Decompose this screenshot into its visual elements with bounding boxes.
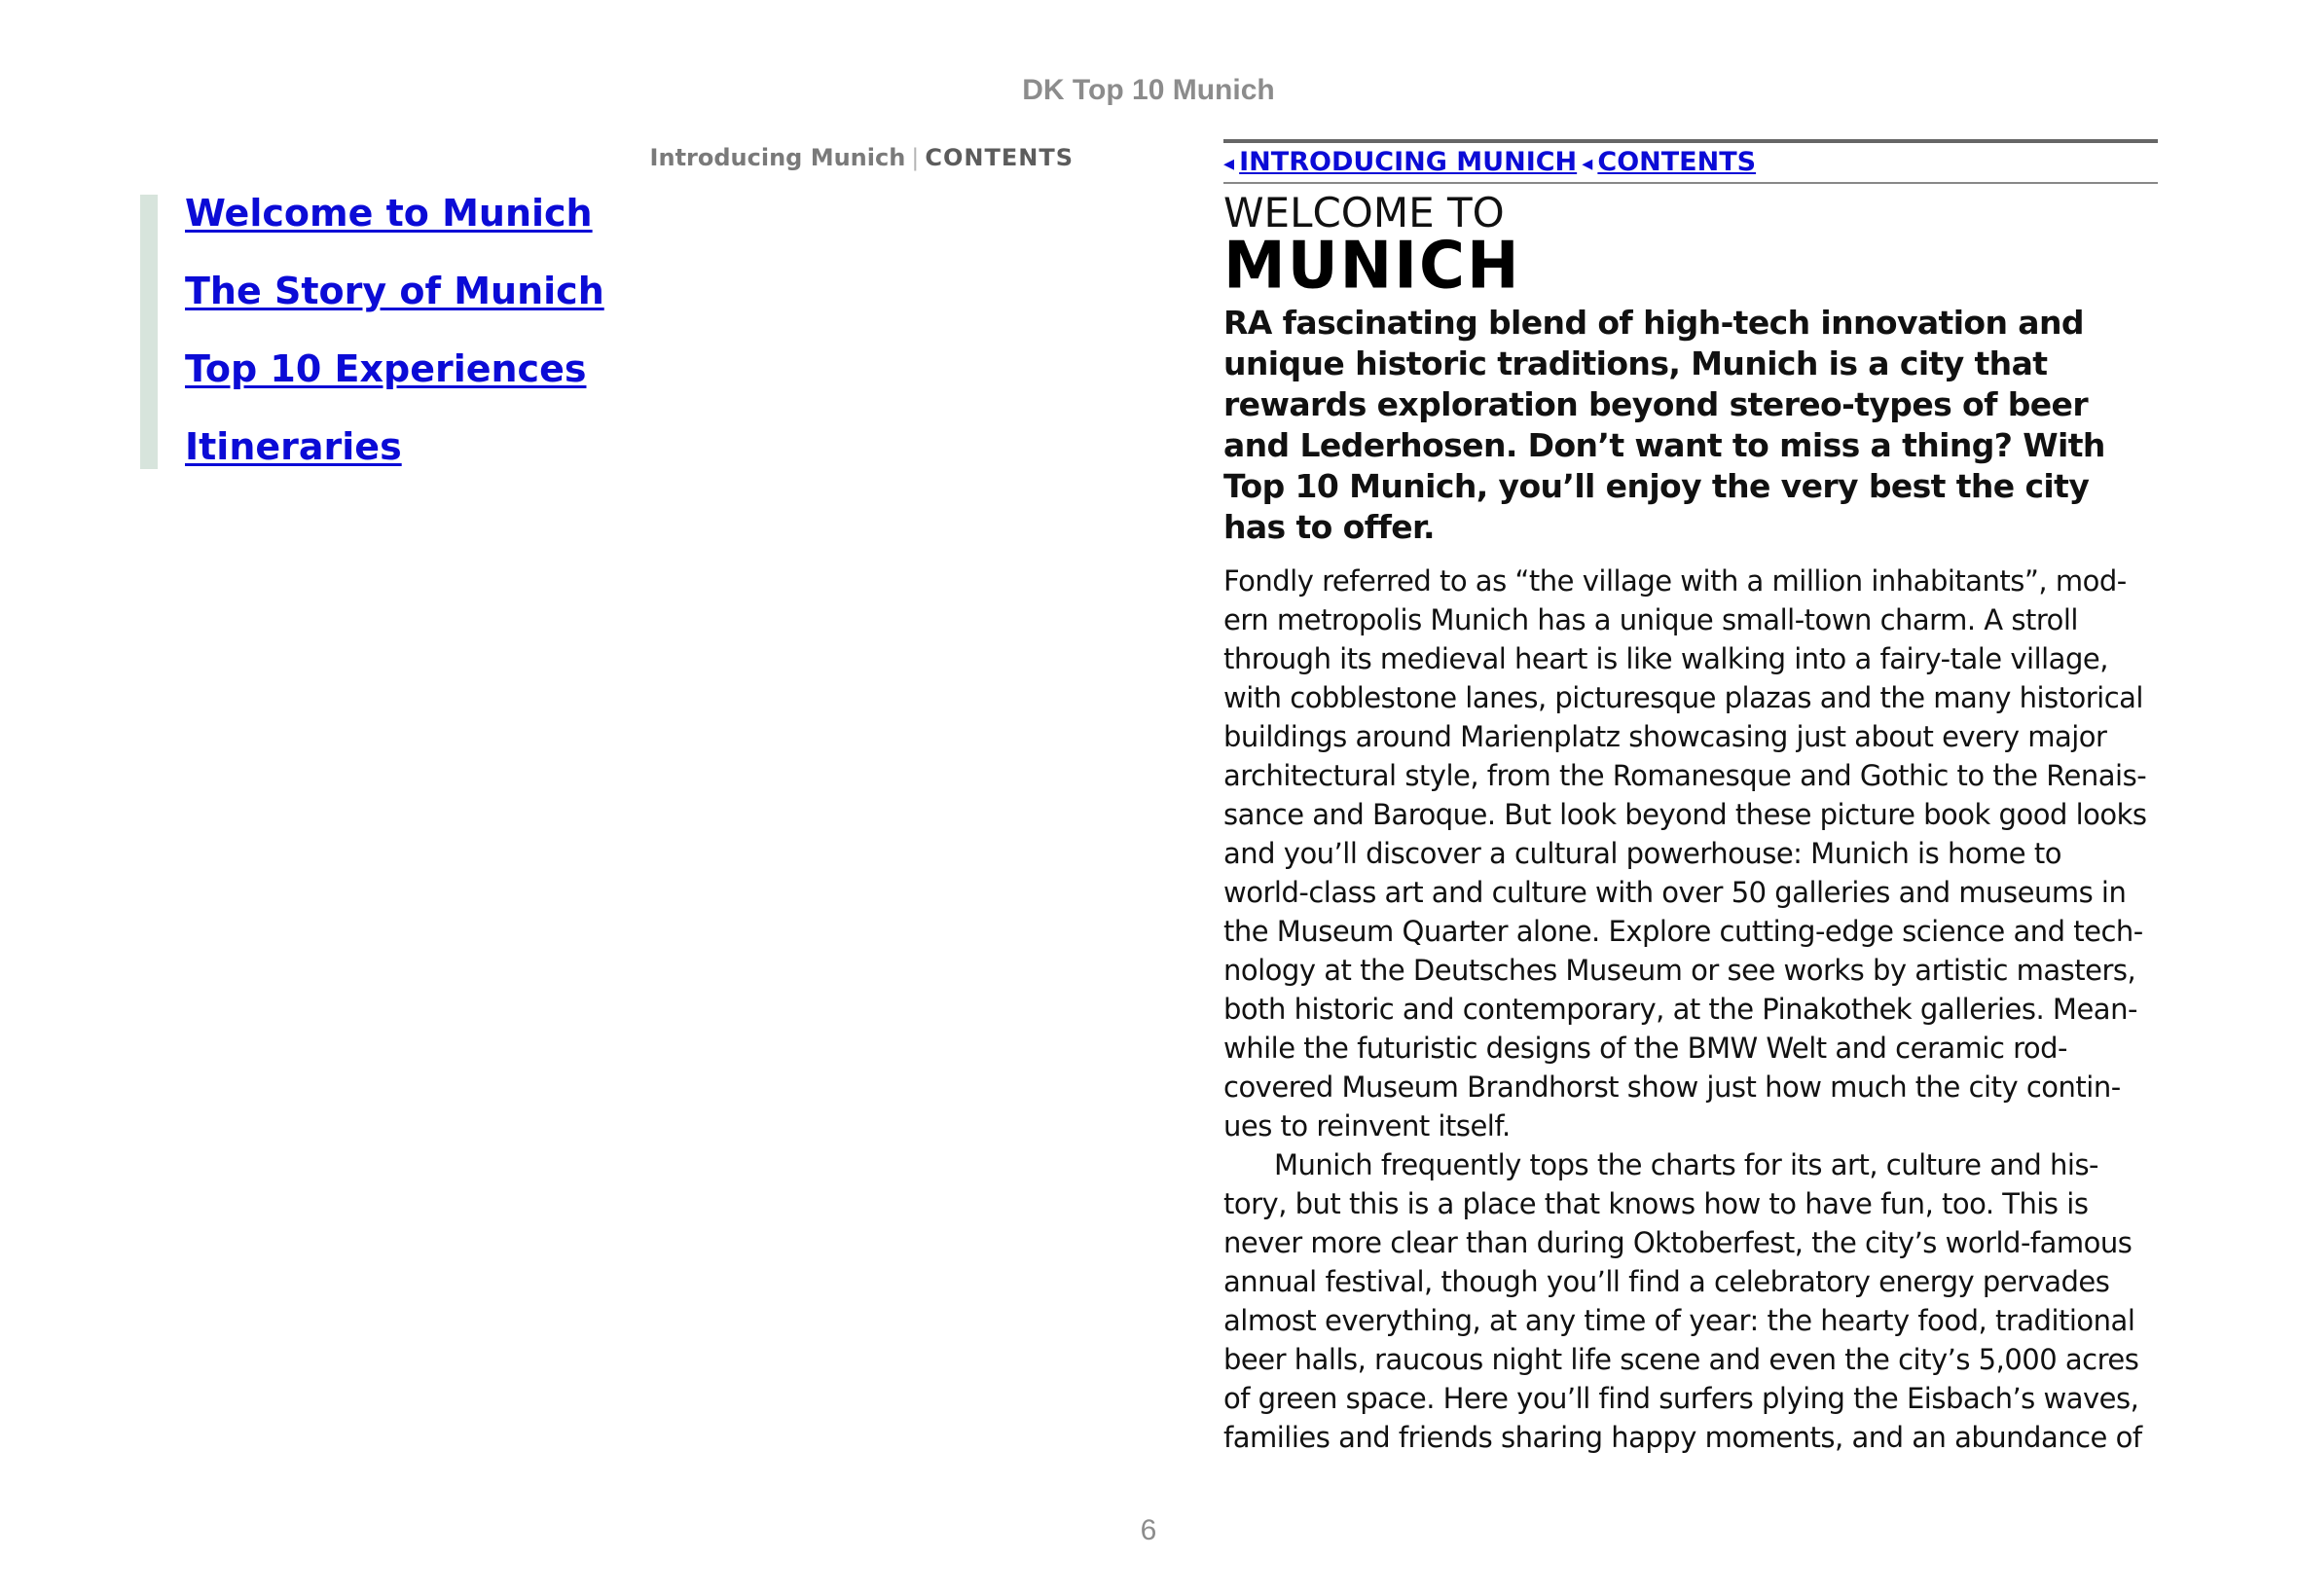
article-body <box>1223 562 2158 1457</box>
breadcrumb-contents[interactable]: CONTENTS <box>1597 147 1757 177</box>
toc-link-story[interactable]: The Story of Munich <box>185 270 604 312</box>
running-head-current: CONTENTS <box>925 144 1074 171</box>
page-number: 6 <box>1140 1514 1157 1546</box>
back-arrow-icon: ◂ <box>1223 152 1235 176</box>
article-standfirst: RA fascinating blend of high-tech innovation and unique historic traditions, Munich is a city that rewards exploration beyond stereo-types of beer and Lederhosen. Don’t want to miss a thing? With Top 10 Munich, you’ll enjoy the very best the city has to offer. <box>1223 304 2105 546</box>
toc-link-welcome[interactable]: Welcome to Munich <box>185 192 593 235</box>
toc-link-itineraries[interactable]: Itineraries <box>185 425 402 468</box>
article-headline: MUNICH <box>1223 228 1521 305</box>
contents-list <box>140 192 724 469</box>
article-kicker: WELCOME TO <box>1223 189 1505 236</box>
article-page <box>1223 139 2158 1457</box>
breadcrumb-introducing-munich[interactable]: INTRODUCING MUNICH <box>1239 147 1578 177</box>
toc-link-top-10[interactable]: Top 10 Experiences <box>185 347 587 390</box>
book-title: DK Top 10 Munich <box>1022 74 1275 106</box>
running-head-section: Introducing Munich <box>649 144 906 171</box>
running-head <box>650 144 1074 171</box>
body-paragraph: Fondly referred to as “the village with a million inhabitants”, mod- ern metropolis Munich has a unique small-town charm. A stroll through its medieval heart is like walking into a fairy-tale village, with cobblestone lanes, picturesque plazas and the many historical buildings around Marienplatz showcasing just about every major architectural style, from the Romanesque and Gothic to the Renais- sance and Baroque. But look beyond these picture book good looks and you’ll discover a cultural powerhouse: Munich is home to world-class art and culture with over 50 galleries and museums in the Museum Quarter alone. Explore cutting-edge science and tech- nology at the Deutsches Museum or see works by artistic masters, both historic and contemporary, at the Pinakothek galleries. Mean- while the futuristic designs of the BMW Welt and ceramic rod- covered Museum Brandhorst show just how much the city contin- ues to reinvent itself. <box>1223 564 2147 1143</box>
back-arrow-icon: ◂ <box>1582 152 1593 176</box>
breadcrumb <box>1223 139 2158 184</box>
body-paragraph: Munich frequently tops the charts for its art, culture and his- tory, but this is a place that knows how to have fun, too. This is never more clear than during Oktoberfest, the city’s world-famous annual festival, though you’ll find a celebratory energy pervades almost everything, at any time of year: the hearty food, traditional beer halls, raucous night life scene and even the city’s 5,000 acres of green space. Here you’ll find surfers plying the Eisbach’s waves, families and friends sharing happy moments, and an abundance of <box>1223 1148 2142 1454</box>
running-head-separator: | <box>911 144 920 171</box>
